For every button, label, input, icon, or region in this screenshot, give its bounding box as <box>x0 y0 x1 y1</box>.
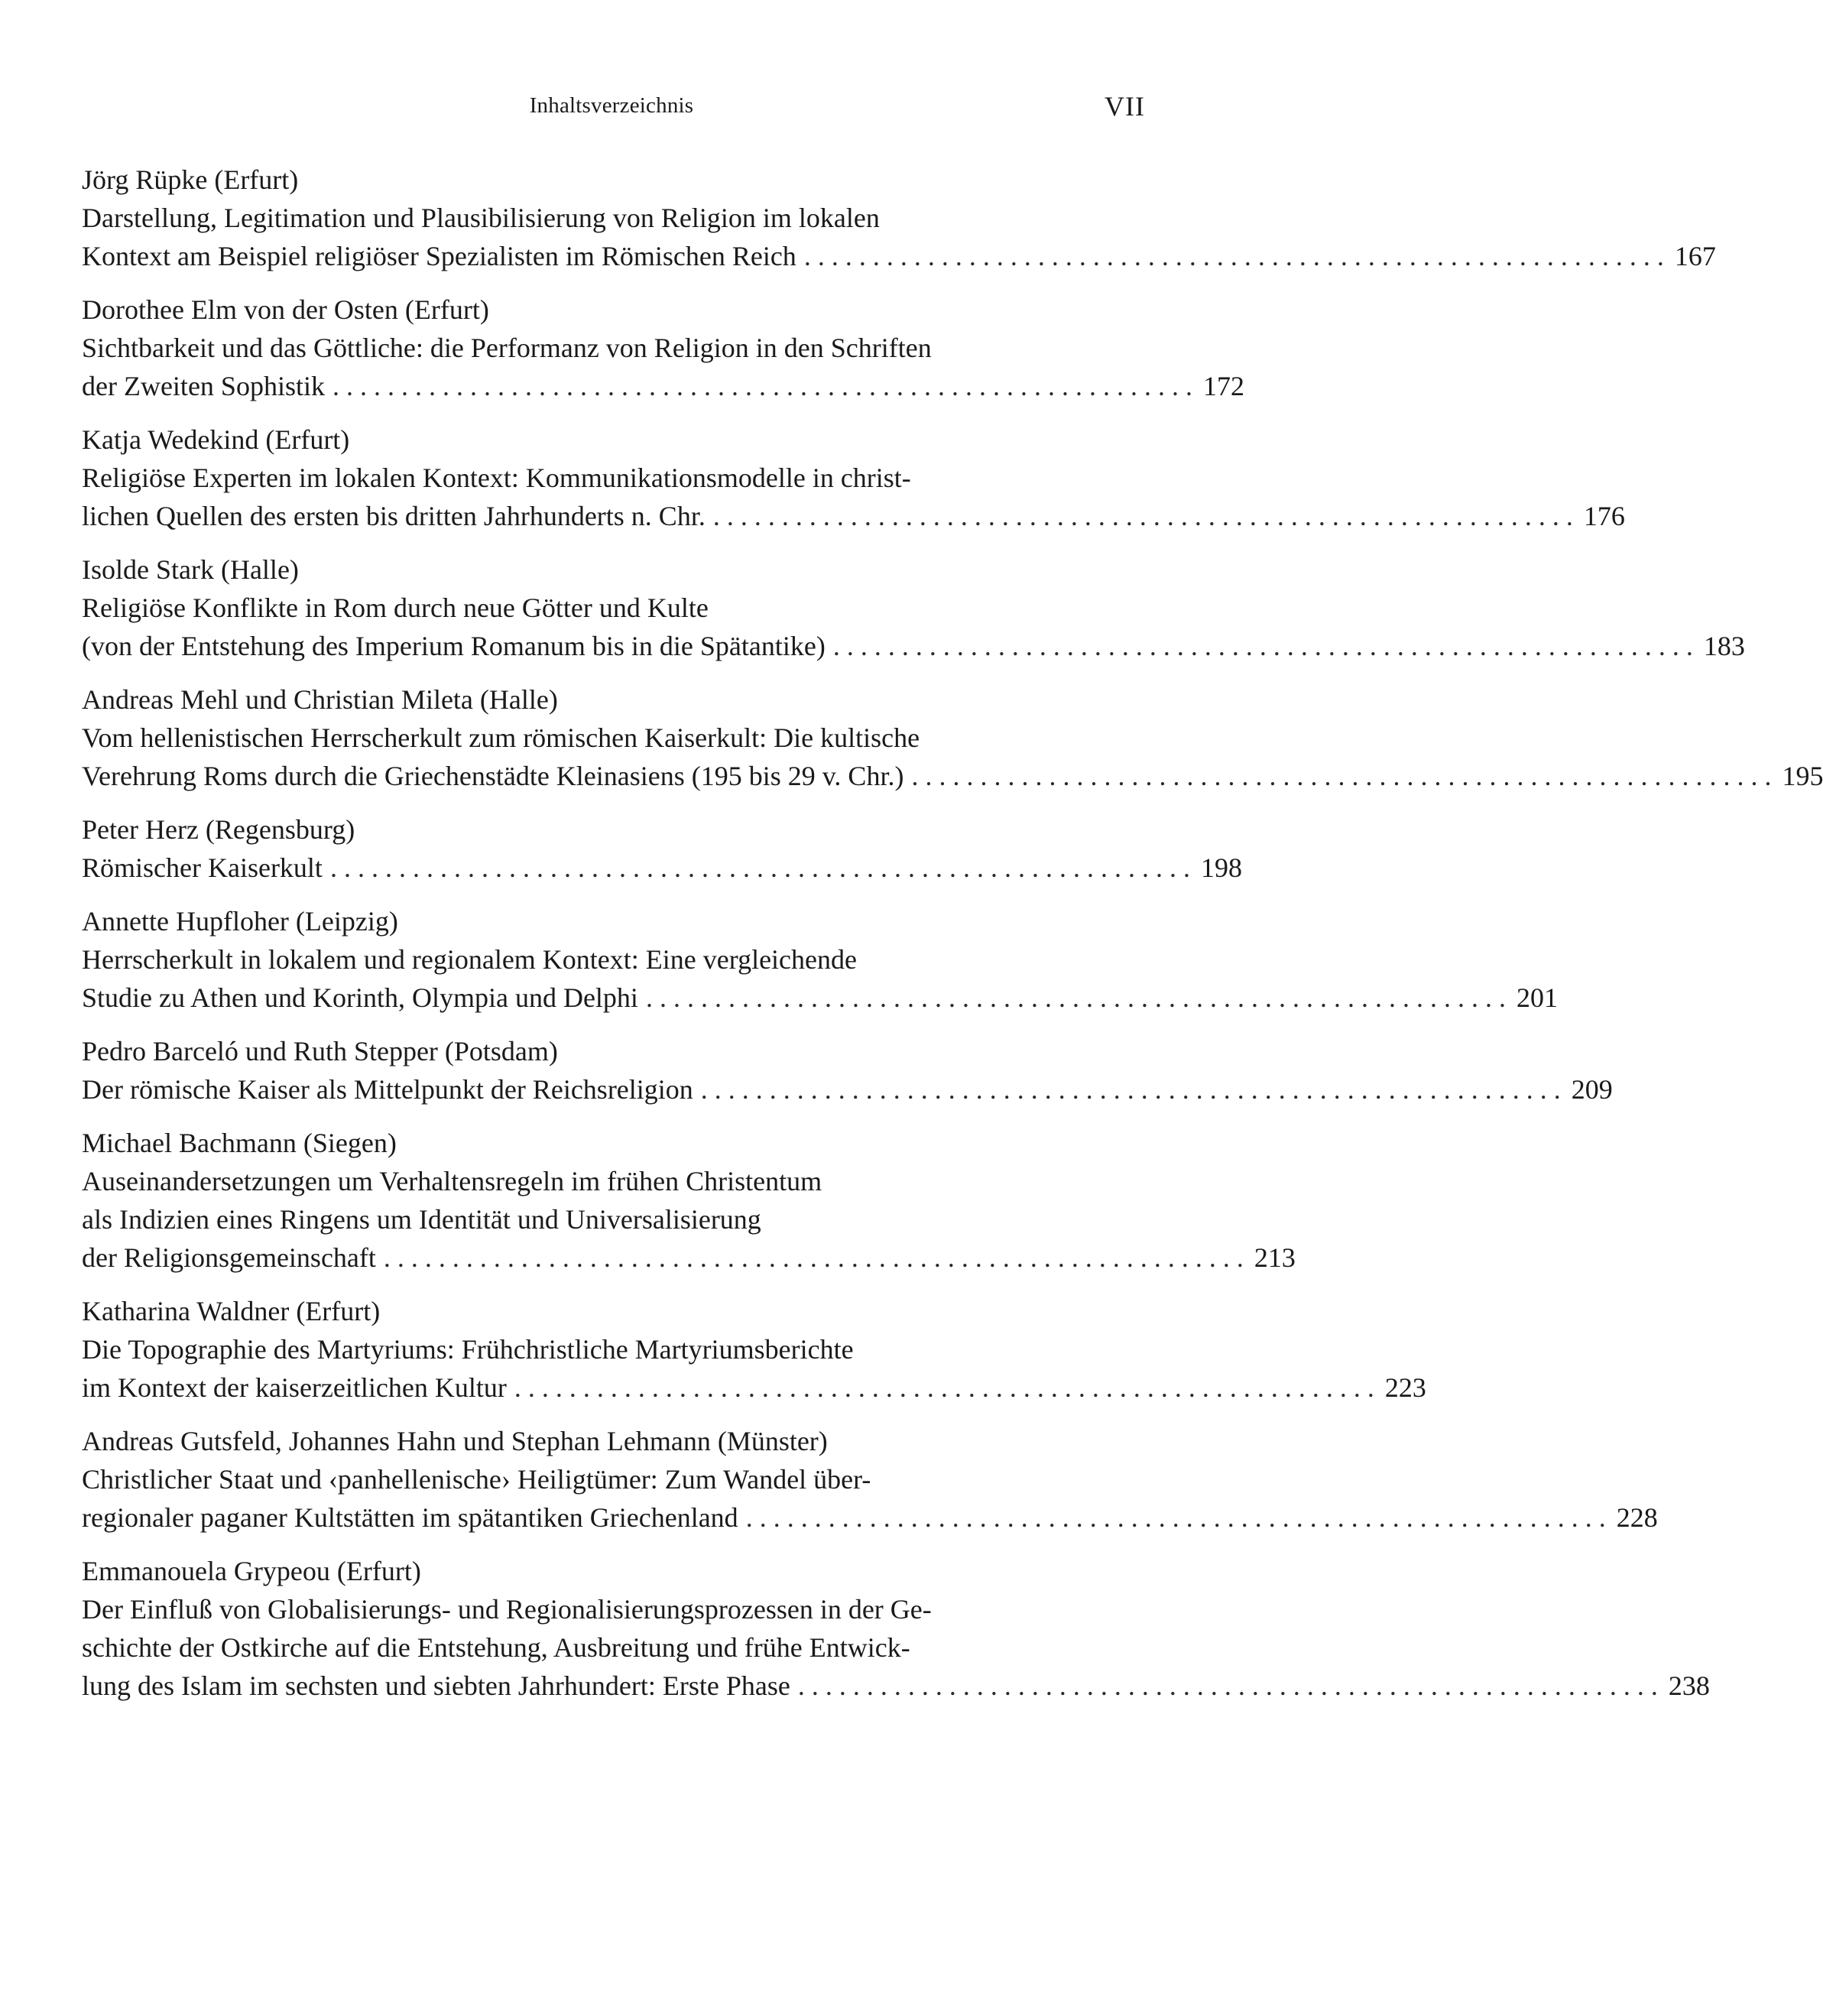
toc-entry <box>82 1422 1658 1537</box>
toc-entry <box>82 680 1823 795</box>
entry-title-line: Auseinandersetzungen um Verhaltensregeln im frühen Christentum <box>82 1166 822 1196</box>
entry-title-last-line: Römischer Kaiserkult <box>82 852 323 883</box>
dot-leader: . . . . . . . . . . . . . . . . . . . . . . . . . . . . . . . . . . . . . . . . . . . . . . . . . . . . . . . . . . . . . . . <box>329 852 1190 883</box>
entry-title-last-line: regionaler paganer Kultstätten im spätantiken Griechenland <box>82 1502 738 1533</box>
entry-title-line: Sichtbarkeit und das Göttliche: die Performanz von Religion in den Schriften <box>82 333 932 363</box>
entry-final-line <box>82 1368 1426 1407</box>
entry-final-line <box>82 849 1242 887</box>
entry-page-number: 238 <box>1668 1670 1710 1701</box>
entry-final-line <box>82 1498 1658 1537</box>
toc-entry <box>82 1292 1426 1407</box>
entry-title-line: Darstellung, Legitimation und Plausibilisierung von Religion im lokalen <box>82 203 880 233</box>
toc-entry <box>82 420 1625 535</box>
dot-leader: . . . . . . . . . . . . . . . . . . . . . . . . . . . . . . . . . . . . . . . . . . . . . . . . . . . . . . . . . . . . . . . <box>745 1502 1606 1533</box>
toc-entry <box>82 1124 1296 1277</box>
entry-title-line: Vom hellenistischen Herrscherkult zum römischen Kaiserkult: Die kultische <box>82 722 920 753</box>
entry-title-line: Christlicher Staat und ‹panhellenische› Heiligtümer: Zum Wandel über- <box>82 1464 871 1495</box>
entry-title-line: Der Einfluß von Globalisierungs- und Regionalisierungsprozessen in der Ge- <box>82 1594 932 1625</box>
entry-page-number: 201 <box>1516 982 1558 1013</box>
dot-leader: . . . . . . . . . . . . . . . . . . . . . . . . . . . . . . . . . . . . . . . . . . . . . . . . . . . . . . . . . . . . . . . <box>332 371 1192 401</box>
entry-title-last-line: lichen Quellen des ersten bis dritten Jahrhunderts n. Chr. <box>82 501 706 531</box>
entry-page-number: 167 <box>1674 241 1716 271</box>
running-title: Inhaltsverzeichnis <box>529 93 694 118</box>
entry-page-number: 183 <box>1703 631 1745 661</box>
entry-author: Emmanouela Grypeou (Erfurt) <box>82 1556 421 1586</box>
entry-title-line: schichte der Ostkirche auf die Entstehung, Ausbreitung und frühe Entwick- <box>82 1632 910 1663</box>
entry-title-line: Herrscherkult in lokalem und regionalem Kontext: Eine vergleichende <box>82 944 857 975</box>
entry-author: Michael Bachmann (Siegen) <box>82 1128 397 1158</box>
entry-author: Pedro Barceló und Ruth Stepper (Potsdam) <box>82 1036 558 1066</box>
dot-leader: . . . . . . . . . . . . . . . . . . . . . . . . . . . . . . . . . . . . . . . . . . . . . . . . . . . . . . . . . . . . . . . <box>514 1372 1374 1403</box>
entry-author: Jörg Rüpke (Erfurt) <box>82 164 299 195</box>
entry-title-line: Die Topographie des Martyriums: Frühchristliche Martyriumsberichte <box>82 1334 854 1365</box>
entry-title-last-line: Verehrung Roms durch die Griechenstädte Kleinasiens (195 bis 29 v. Chr.) <box>82 761 904 791</box>
entry-author: Annette Hupfloher (Leipzig) <box>82 906 398 937</box>
running-header <box>0 90 1258 121</box>
entry-final-line <box>82 979 1558 1017</box>
entry-title-last-line: Studie zu Athen und Korinth, Olympia und Delphi <box>82 982 638 1013</box>
entry-final-line <box>82 627 1745 665</box>
toc-entry <box>82 810 1242 887</box>
dot-leader: . . . . . . . . . . . . . . . . . . . . . . . . . . . . . . . . . . . . . . . . . . . . . . . . . . . . . . . . . . . . . . . <box>803 241 1664 271</box>
entry-final-line <box>82 367 1244 405</box>
entry-page-number: 209 <box>1571 1074 1613 1105</box>
toc-entry <box>82 1552 1710 1705</box>
dot-leader: . . . . . . . . . . . . . . . . . . . . . . . . . . . . . . . . . . . . . . . . . . . . . . . . . . . . . . . . . . . . . . . <box>911 761 1772 791</box>
entry-page-number: 223 <box>1384 1372 1426 1403</box>
entry-title-last-line: (von der Entstehung des Imperium Romanum bis in die Spätantike) <box>82 631 826 661</box>
dot-leader: . . . . . . . . . . . . . . . . . . . . . . . . . . . . . . . . . . . . . . . . . . . . . . . . . . . . . . . . . . . . . . . <box>700 1074 1561 1105</box>
dot-leader: . . . . . . . . . . . . . . . . . . . . . . . . . . . . . . . . . . . . . . . . . . . . . . . . . . . . . . . . . . . . . . . <box>645 982 1506 1013</box>
entry-final-line <box>82 1238 1296 1277</box>
entry-title-line: Religiöse Konflikte in Rom durch neue Götter und Kulte <box>82 592 709 623</box>
dot-leader: . . . . . . . . . . . . . . . . . . . . . . . . . . . . . . . . . . . . . . . . . . . . . . . . . . . . . . . . . . . . . . . <box>383 1242 1244 1273</box>
entry-page-number: 198 <box>1200 852 1242 883</box>
entry-title-last-line: der Religionsgemeinschaft <box>82 1242 376 1273</box>
entry-author: Andreas Mehl und Christian Mileta (Halle) <box>82 684 558 715</box>
entry-title-last-line: der Zweiten Sophistik <box>82 371 325 401</box>
entry-title-last-line: Kontext am Beispiel religiöser Spezialisten im Römischen Reich <box>82 241 796 271</box>
entry-author: Peter Herz (Regensburg) <box>82 814 355 845</box>
page-number: VII <box>1105 91 1145 122</box>
dot-leader: . . . . . . . . . . . . . . . . . . . . . . . . . . . . . . . . . . . . . . . . . . . . . . . . . . . . . . . . . . . . . . . <box>797 1670 1658 1701</box>
entry-author: Isolde Stark (Halle) <box>82 554 299 585</box>
dot-leader: . . . . . . . . . . . . . . . . . . . . . . . . . . . . . . . . . . . . . . . . . . . . . . . . . . . . . . . . . . . . . . . <box>712 501 1573 531</box>
entry-final-line <box>82 1667 1710 1705</box>
entry-title-line: als Indizien eines Ringens um Identität und Universalisierung <box>82 1204 761 1235</box>
entry-title-line: Religiöse Experten im lokalen Kontext: Kommunikationsmodelle in christ- <box>82 463 911 493</box>
entry-final-line <box>82 1070 1613 1109</box>
entry-author: Katja Wedekind (Erfurt) <box>82 424 350 455</box>
entry-page-number: 228 <box>1616 1502 1658 1533</box>
entry-final-line <box>82 497 1625 535</box>
entry-title-last-line: im Kontext der kaiserzeitlichen Kultur <box>82 1372 507 1403</box>
entry-author: Dorothee Elm von der Osten (Erfurt) <box>82 294 489 325</box>
entry-final-line <box>82 237 1716 275</box>
toc-entry <box>82 291 1244 405</box>
dot-leader: . . . . . . . . . . . . . . . . . . . . . . . . . . . . . . . . . . . . . . . . . . . . . . . . . . . . . . . . . . . . . . . <box>832 631 1693 661</box>
entry-page-number: 172 <box>1202 371 1244 401</box>
toc-entry <box>82 550 1745 665</box>
toc-entry <box>82 1032 1613 1109</box>
entry-title-last-line: lung des Islam im sechsten und siebten Jahrhundert: Erste Phase <box>82 1670 790 1701</box>
entry-author: Katharina Waldner (Erfurt) <box>82 1296 381 1326</box>
entry-author: Andreas Gutsfeld, Johannes Hahn und Stephan Lehmann (Münster) <box>82 1426 828 1456</box>
entry-final-line <box>82 757 1823 795</box>
entry-page-number: 195 <box>1782 761 1823 791</box>
toc-entry <box>82 902 1558 1017</box>
toc-entry <box>82 161 1716 275</box>
table-of-contents <box>82 161 1823 1720</box>
entry-page-number: 213 <box>1254 1242 1296 1273</box>
entry-page-number: 176 <box>1583 501 1625 531</box>
entry-title-last-line: Der römische Kaiser als Mittelpunkt der Reichsreligion <box>82 1074 693 1105</box>
